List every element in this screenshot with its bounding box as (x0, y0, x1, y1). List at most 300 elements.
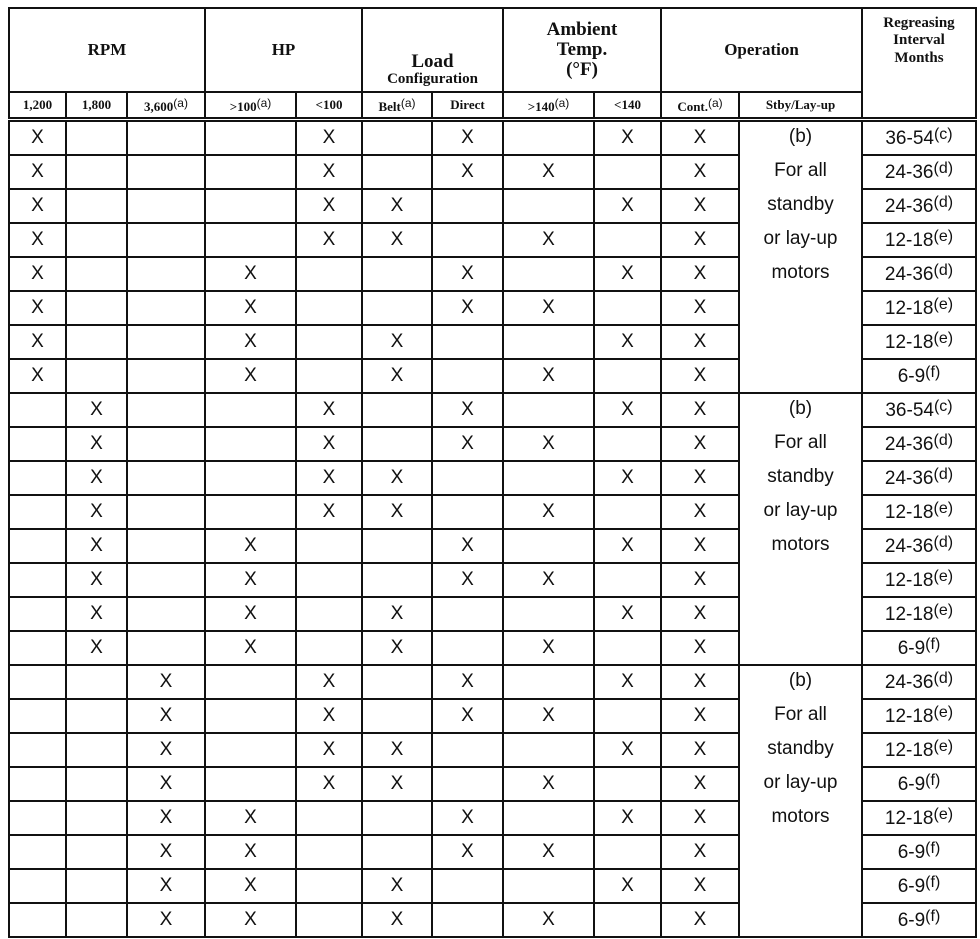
x-mark: X (244, 807, 257, 828)
x-mark: X (542, 841, 555, 862)
cell-rpm-3600 (127, 801, 205, 835)
x-mark: X (390, 909, 404, 930)
column-header-hp-lt100-label: <100 (315, 97, 343, 112)
table-body (9, 120, 976, 938)
cell-rpm-1200 (9, 563, 66, 597)
cell-belt (362, 597, 432, 631)
cell-temp-lt140 (594, 597, 661, 631)
group-header-ambient-line1: Ambient (546, 19, 618, 41)
cell-cont (661, 393, 739, 427)
cell-hp-lt100 (296, 291, 362, 325)
x-mark: X (244, 535, 257, 556)
x-mark: X (542, 297, 555, 318)
cell-hp-gt100 (205, 257, 296, 291)
cell-cont (661, 563, 739, 597)
cell-belt (362, 155, 432, 189)
x-mark: X (693, 433, 707, 454)
x-mark: X (159, 807, 173, 828)
cell-temp-lt140 (594, 495, 661, 529)
cell-belt (362, 223, 432, 257)
cell-hp-lt100 (296, 529, 362, 563)
cell-direct (432, 189, 503, 223)
interval-value: 24-36 (884, 536, 934, 557)
cell-hp-lt100 (296, 427, 362, 461)
column-header-stby-layup-label: Stby/Lay-up (765, 97, 836, 112)
cell-direct (432, 495, 503, 529)
x-mark: X (244, 637, 257, 658)
cell-temp-lt140 (594, 155, 661, 189)
cell-temp-lt140 (594, 257, 661, 291)
x-mark: X (461, 433, 474, 454)
cell-rpm-1200 (9, 155, 66, 189)
group-header-rpm-label: RPM (87, 40, 127, 60)
cell-temp-lt140 (594, 733, 661, 767)
x-mark: X (542, 433, 555, 454)
cell-hp-gt100 (205, 427, 296, 461)
cell-cont (661, 597, 739, 631)
cell-regreasing-interval (862, 529, 976, 563)
x-mark: X (542, 773, 555, 794)
x-mark: X (693, 467, 707, 488)
cell-regreasing-interval (862, 223, 976, 257)
x-mark: X (461, 263, 474, 284)
cell-temp-gt140 (503, 699, 594, 733)
x-mark: X (31, 127, 44, 148)
x-mark: X (322, 773, 336, 794)
cell-rpm-1800 (66, 631, 127, 665)
cell-hp-gt100 (205, 120, 296, 156)
table-row (9, 393, 976, 427)
x-mark: X (621, 671, 634, 692)
cell-cont (661, 291, 739, 325)
cell-rpm-3600 (127, 767, 205, 801)
x-mark: X (390, 501, 404, 522)
interval-value: 12-18 (884, 706, 934, 727)
cell-hp-lt100 (296, 733, 362, 767)
interval-value: 36-54 (885, 400, 934, 421)
column-header-rpm-1800 (66, 92, 127, 120)
footnote-ref-a: (a) (256, 95, 272, 110)
cell-temp-gt140 (503, 291, 594, 325)
cell-temp-lt140 (594, 563, 661, 597)
interval-value: 24-36 (884, 196, 934, 217)
cell-rpm-1800 (66, 903, 127, 937)
cell-hp-lt100 (296, 699, 362, 733)
x-mark: X (693, 263, 707, 284)
cell-hp-gt100 (205, 529, 296, 563)
x-mark: X (693, 807, 707, 828)
interval-footnote-ref: (d) (933, 160, 954, 177)
group-header-ambient-line3: (°F) (566, 58, 598, 80)
cell-rpm-3600 (127, 120, 205, 156)
x-mark: X (244, 841, 257, 862)
cell-temp-gt140 (503, 393, 594, 427)
cell-rpm-1200 (9, 869, 66, 903)
cell-temp-gt140 (503, 120, 594, 156)
x-mark: X (244, 263, 257, 284)
x-mark: X (693, 365, 707, 386)
cell-hp-gt100 (205, 563, 296, 597)
standby-note-line: (b) (788, 670, 813, 691)
cell-regreasing-interval (862, 597, 976, 631)
cell-standby-note (739, 120, 862, 394)
group-header-regreasing-interval (862, 8, 976, 120)
column-header-rpm-3600-label: 3,600 (144, 98, 174, 114)
x-mark: X (31, 263, 44, 284)
cell-hp-lt100 (296, 665, 362, 699)
cell-regreasing-interval (862, 903, 976, 937)
cell-belt (362, 393, 432, 427)
cell-regreasing-interval (862, 427, 976, 461)
x-mark: X (390, 467, 404, 488)
cell-temp-gt140 (503, 733, 594, 767)
x-mark: X (31, 297, 44, 318)
cell-temp-lt140 (594, 120, 661, 156)
cell-regreasing-interval (862, 563, 976, 597)
cell-regreasing-interval (862, 665, 976, 699)
cell-hp-lt100 (296, 120, 362, 156)
interval-value: 24-36 (884, 672, 934, 693)
x-mark: X (390, 875, 404, 896)
x-mark: X (90, 501, 103, 522)
interval-footnote-ref: (e) (933, 500, 954, 517)
interval-value: 6-9 (897, 638, 926, 659)
cell-cont (661, 699, 739, 733)
x-mark: X (621, 739, 634, 760)
footnote-ref-a: (a) (173, 95, 188, 110)
x-mark: X (31, 195, 44, 216)
x-mark: X (461, 535, 474, 556)
cell-regreasing-interval (862, 155, 976, 189)
interval-footnote-ref: (d) (933, 194, 954, 211)
footnote-ref-a: (a) (554, 95, 570, 110)
cell-rpm-3600 (127, 903, 205, 937)
standby-note-line: For all (774, 704, 827, 725)
group-header-load-configuration (362, 8, 503, 92)
interval-value: 6-9 (897, 366, 926, 387)
x-mark: X (322, 433, 336, 454)
group-header-operation (661, 8, 862, 92)
cell-temp-gt140 (503, 801, 594, 835)
cell-cont (661, 359, 739, 393)
x-mark: X (159, 841, 173, 862)
cell-hp-lt100 (296, 155, 362, 189)
cell-regreasing-interval (862, 733, 976, 767)
interval-footnote-ref: (d) (933, 534, 954, 551)
x-mark: X (322, 467, 336, 488)
column-header-row (9, 92, 976, 120)
cell-hp-gt100 (205, 835, 296, 869)
cell-hp-gt100 (205, 495, 296, 529)
cell-rpm-3600 (127, 495, 205, 529)
cell-standby-note (739, 665, 862, 937)
cell-temp-gt140 (503, 835, 594, 869)
cell-direct (432, 631, 503, 665)
regreasing-header-line2: Interval (893, 32, 945, 49)
cell-cont (661, 665, 739, 699)
cell-temp-gt140 (503, 257, 594, 291)
cell-rpm-3600 (127, 835, 205, 869)
cell-cont (661, 120, 739, 156)
cell-rpm-1800 (66, 665, 127, 699)
cell-hp-gt100 (205, 631, 296, 665)
x-mark: X (461, 671, 474, 692)
cell-cont (661, 155, 739, 189)
cell-rpm-1200 (9, 393, 66, 427)
cell-rpm-1200 (9, 767, 66, 801)
x-mark: X (90, 433, 103, 454)
cell-belt (362, 495, 432, 529)
cell-temp-lt140 (594, 529, 661, 563)
cell-hp-gt100 (205, 597, 296, 631)
cell-rpm-3600 (127, 563, 205, 597)
standby-note-line: motors (771, 806, 830, 827)
x-mark: X (461, 569, 474, 590)
standby-note-line: or lay-up (763, 772, 838, 793)
interval-value: 12-18 (884, 604, 934, 625)
cell-belt (362, 801, 432, 835)
cell-regreasing-interval (862, 120, 976, 156)
x-mark: X (390, 603, 404, 624)
standby-note-line: standby (767, 194, 834, 215)
cell-hp-lt100 (296, 189, 362, 223)
interval-footnote-ref: (e) (933, 738, 954, 755)
interval-value: 12-18 (884, 230, 934, 251)
cell-cont (661, 733, 739, 767)
cell-cont (661, 325, 739, 359)
interval-footnote-ref: (d) (933, 466, 954, 483)
cell-cont (661, 257, 739, 291)
x-mark: X (542, 569, 555, 590)
cell-temp-lt140 (594, 869, 661, 903)
cell-hp-lt100 (296, 393, 362, 427)
interval-footnote-ref: (c) (933, 126, 953, 143)
group-header-hp (205, 8, 362, 92)
interval-value: 12-18 (884, 740, 934, 761)
cell-temp-lt140 (594, 835, 661, 869)
cell-belt (362, 325, 432, 359)
cell-hp-gt100 (205, 359, 296, 393)
cell-temp-gt140 (503, 189, 594, 223)
column-header-cont-label: Cont. (677, 98, 709, 114)
column-header-rpm-1800-label: 1,800 (81, 97, 112, 112)
cell-rpm-1200 (9, 631, 66, 665)
column-header-stby-layup (739, 92, 862, 120)
cell-temp-lt140 (594, 699, 661, 733)
cell-rpm-1200 (9, 291, 66, 325)
x-mark: X (244, 569, 257, 590)
cell-regreasing-interval (862, 461, 976, 495)
x-mark: X (244, 909, 257, 930)
cell-temp-gt140 (503, 427, 594, 461)
interval-value: 24-36 (884, 162, 934, 183)
x-mark: X (322, 705, 336, 726)
cell-regreasing-interval (862, 495, 976, 529)
x-mark: X (542, 229, 555, 250)
cell-temp-lt140 (594, 801, 661, 835)
cell-rpm-1800 (66, 120, 127, 156)
x-mark: X (693, 569, 707, 590)
x-mark: X (461, 807, 474, 828)
group-header-operation-label: Operation (724, 40, 799, 60)
cell-belt (362, 903, 432, 937)
cell-direct (432, 563, 503, 597)
cell-rpm-1800 (66, 869, 127, 903)
cell-belt (362, 835, 432, 869)
x-mark: X (693, 127, 707, 148)
cell-belt (362, 869, 432, 903)
x-mark: X (693, 229, 707, 250)
cell-temp-lt140 (594, 359, 661, 393)
cell-rpm-3600 (127, 597, 205, 631)
cell-hp-gt100 (205, 665, 296, 699)
cell-rpm-1800 (66, 291, 127, 325)
cell-rpm-1200 (9, 801, 66, 835)
cell-hp-lt100 (296, 631, 362, 665)
x-mark: X (159, 773, 173, 794)
interval-footnote-ref: (e) (933, 228, 954, 245)
cell-rpm-3600 (127, 529, 205, 563)
x-mark: X (244, 875, 257, 896)
cell-rpm-1800 (66, 257, 127, 291)
cell-belt (362, 665, 432, 699)
cell-rpm-3600 (127, 665, 205, 699)
x-mark: X (390, 195, 404, 216)
x-mark: X (542, 161, 555, 182)
x-mark: X (322, 671, 336, 692)
footnote-ref-a: (a) (400, 95, 416, 110)
cell-hp-gt100 (205, 291, 296, 325)
x-mark: X (244, 297, 257, 318)
group-header-load-line2: Configuration (387, 71, 478, 88)
interval-footnote-ref: (d) (933, 262, 954, 279)
cell-belt (362, 563, 432, 597)
cell-direct (432, 835, 503, 869)
cell-regreasing-interval (862, 393, 976, 427)
interval-footnote-ref: (f) (925, 840, 941, 857)
cell-temp-gt140 (503, 155, 594, 189)
cell-belt (362, 291, 432, 325)
x-mark: X (542, 909, 555, 930)
cell-temp-lt140 (594, 631, 661, 665)
x-mark: X (159, 705, 173, 726)
x-mark: X (542, 501, 555, 522)
cell-belt (362, 699, 432, 733)
x-mark: X (461, 297, 474, 318)
cell-direct (432, 903, 503, 937)
cell-rpm-1800 (66, 801, 127, 835)
cell-regreasing-interval (862, 869, 976, 903)
column-header-belt-label: Belt (378, 98, 401, 114)
cell-cont (661, 903, 739, 937)
cell-temp-gt140 (503, 869, 594, 903)
regreasing-interval-table (8, 7, 977, 938)
cell-direct (432, 529, 503, 563)
interval-value: 12-18 (884, 298, 934, 319)
interval-value: 24-36 (884, 468, 934, 489)
cell-hp-lt100 (296, 257, 362, 291)
x-mark: X (621, 331, 634, 352)
interval-footnote-ref: (d) (933, 670, 954, 687)
x-mark: X (322, 739, 336, 760)
column-header-rpm-1200-label: 1,200 (22, 97, 53, 112)
cell-hp-lt100 (296, 359, 362, 393)
cell-cont (661, 495, 739, 529)
cell-rpm-1200 (9, 325, 66, 359)
interval-footnote-ref: (f) (925, 636, 941, 653)
group-header-rpm (9, 8, 205, 92)
x-mark: X (621, 807, 634, 828)
column-header-temp-lt140 (594, 92, 661, 120)
cell-rpm-1200 (9, 835, 66, 869)
regreasing-header-line1: Regreasing (883, 15, 955, 31)
cell-belt (362, 257, 432, 291)
column-header-rpm-1200 (9, 92, 66, 120)
group-header-row (9, 8, 976, 92)
table-row (9, 665, 976, 699)
x-mark: X (461, 127, 474, 148)
cell-belt (362, 631, 432, 665)
cell-temp-lt140 (594, 325, 661, 359)
column-header-hp-gt100 (205, 92, 296, 120)
x-mark: X (693, 297, 707, 318)
cell-rpm-1800 (66, 223, 127, 257)
cell-rpm-1800 (66, 325, 127, 359)
cell-rpm-1800 (66, 529, 127, 563)
cell-rpm-1800 (66, 393, 127, 427)
standby-note-line: (b) (788, 398, 813, 419)
cell-rpm-1200 (9, 495, 66, 529)
cell-rpm-3600 (127, 223, 205, 257)
cell-rpm-3600 (127, 359, 205, 393)
cell-temp-gt140 (503, 631, 594, 665)
cell-cont (661, 631, 739, 665)
interval-footnote-ref: (e) (933, 602, 954, 619)
cell-hp-lt100 (296, 223, 362, 257)
cell-rpm-3600 (127, 699, 205, 733)
interval-footnote-ref: (f) (925, 364, 941, 381)
cell-rpm-1800 (66, 461, 127, 495)
cell-cont (661, 801, 739, 835)
footnote-ref-a: (a) (708, 95, 723, 110)
cell-direct (432, 393, 503, 427)
x-mark: X (90, 467, 103, 488)
cell-temp-lt140 (594, 427, 661, 461)
interval-footnote-ref: (e) (933, 330, 954, 347)
interval-footnote-ref: (e) (933, 806, 954, 823)
x-mark: X (244, 603, 257, 624)
cell-hp-gt100 (205, 325, 296, 359)
cell-direct (432, 359, 503, 393)
x-mark: X (693, 671, 707, 692)
cell-rpm-1800 (66, 835, 127, 869)
x-mark: X (693, 773, 707, 794)
interval-value: 6-9 (897, 774, 926, 795)
cell-temp-gt140 (503, 597, 594, 631)
cell-temp-lt140 (594, 189, 661, 223)
interval-value: 6-9 (897, 910, 926, 931)
cell-temp-gt140 (503, 903, 594, 937)
column-header-temp-gt140-label: >140 (527, 98, 555, 114)
interval-footnote-ref: (f) (925, 772, 941, 789)
cell-rpm-1200 (9, 461, 66, 495)
cell-hp-gt100 (205, 869, 296, 903)
cell-temp-gt140 (503, 563, 594, 597)
cell-belt (362, 733, 432, 767)
cell-hp-gt100 (205, 767, 296, 801)
x-mark: X (390, 637, 404, 658)
interval-value: 36-54 (885, 128, 934, 149)
